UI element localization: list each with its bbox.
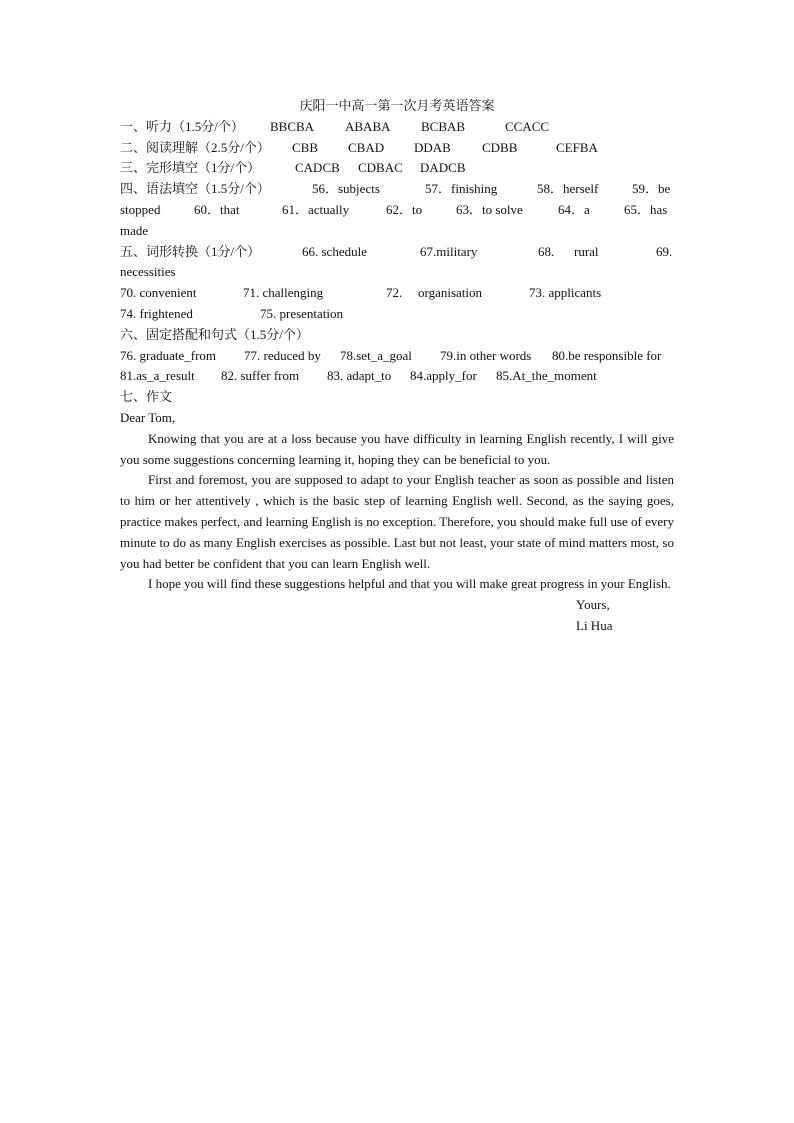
answer-group: BCBAB <box>421 118 466 134</box>
word-form-section-line3 <box>120 283 674 304</box>
answer-item: 56．subjects <box>312 181 380 197</box>
answer-number: 72. <box>386 285 403 301</box>
answer-group: ABABA <box>345 118 391 134</box>
answer-group: CDBB <box>482 139 518 155</box>
answer-item: 71. challenging <box>243 285 324 301</box>
answer-item: 82. suffer from <box>221 368 300 384</box>
letter-paragraph: I hope you will find these suggestions helpful and that you will make great progress in your English. <box>148 576 671 592</box>
section-label: 六、固定搭配和句式（1.5分/个） <box>120 326 309 342</box>
section-label: 二、阅读理解（2.5分/个） <box>120 139 270 155</box>
answer-item: 67.military <box>420 243 478 259</box>
grammar-section-line3 <box>120 221 674 242</box>
answer-item: 81.as_a_result <box>120 368 195 384</box>
letter-paragraph: First and foremost, you are supposed to adapt to your English teacher as soon as possible and listen to him or her attentively , which is the basic step of learning English well. Second, as the saying goes, practice makes perfect, and learning English is no exception. Therefore, you should make full use of every minute to do as many English exercises as possible. Last but not least, your state of mind matters most, so you had better be confident that you can learn English well. <box>120 472 674 571</box>
answer-item: 84.apply_for <box>410 368 477 384</box>
answer-group: CEFBA <box>556 139 598 155</box>
word-form-section-line2 <box>120 262 674 283</box>
answer-item: 80.be responsible for <box>552 347 662 363</box>
writing-section-label: 七、作文 <box>120 389 173 405</box>
phrases-section-line2 <box>120 366 674 387</box>
reading-section <box>120 138 674 159</box>
section-label: 四、语法填空（1.5分/个） <box>120 181 270 197</box>
answer-item: 70. convenient <box>120 285 197 301</box>
grammar-section <box>120 179 674 200</box>
section-label: 三、完形填空（1分/个） <box>120 160 261 176</box>
answer-group: CDBAC <box>358 160 403 176</box>
answer-item: necessities <box>120 264 176 280</box>
grammar-section-line2 <box>120 200 674 221</box>
phrases-section-label <box>120 325 674 346</box>
answer-item: 61．actually <box>282 201 350 217</box>
answer-group: CBAD <box>348 139 385 155</box>
answer-item: 63．to solve <box>456 201 523 217</box>
letter-paragraph: Knowing that you are at a loss because you have difficulty in learning English recently, I will give you some suggestions concerning learning it, hoping they can be beneficial to you. <box>120 430 674 467</box>
letter-salutation: Dear Tom, <box>120 409 176 425</box>
answer-number: 69. <box>656 243 673 259</box>
answer-item: 77. reduced by <box>244 347 321 363</box>
answer-item: 58．herself <box>537 181 599 197</box>
page-title: 庆阳一中高一第一次月考英语答案 <box>299 98 495 113</box>
answer-group: DDAB <box>414 139 451 155</box>
answer-item: 75. presentation <box>260 305 344 321</box>
answer-item: 65．has <box>624 201 668 217</box>
document-body <box>120 96 674 637</box>
answer-item: 78.set_a_goal <box>340 347 412 363</box>
section-label: 五、词形转换（1分/个） <box>120 243 261 259</box>
answer-item: 73. applicants <box>529 285 602 301</box>
answer-item: 85.At_the_moment <box>496 368 597 384</box>
answer-group: BBCBA <box>270 118 315 134</box>
word-form-section-line4 <box>120 304 674 325</box>
answer-item: 83. adapt_to <box>327 368 392 384</box>
answer-item: 57．finishing <box>425 181 498 197</box>
letter-closing: Yours, <box>576 597 610 613</box>
answer-group: DADCB <box>420 160 466 176</box>
answer-group: CADCB <box>295 160 340 176</box>
section-label: 一、听力（1.5分/个） <box>120 118 244 134</box>
answer-group: CBB <box>292 139 319 155</box>
listening-section <box>120 117 674 138</box>
answer-item: 66. schedule <box>302 243 367 259</box>
answer-item: 74. frightened <box>120 305 193 321</box>
answer-item: 62．to <box>386 201 423 217</box>
answer-item: organisation <box>418 285 483 301</box>
answer-item: stopped <box>120 201 161 217</box>
answer-number: 68. <box>538 243 555 259</box>
answer-item: 76. graduate_from <box>120 347 217 363</box>
answer-item: made <box>120 222 149 238</box>
answer-item: 79.in other words <box>440 347 532 363</box>
answer-item: 60．that <box>194 201 240 217</box>
cloze-section <box>120 158 674 179</box>
answer-item: 64．a <box>558 201 590 217</box>
answer-group: CCACC <box>505 118 550 134</box>
letter-signature: Li Hua <box>576 617 613 633</box>
answer-item: 59．be <box>632 181 671 197</box>
answer-item: rural <box>574 243 599 259</box>
word-form-section <box>120 242 674 263</box>
phrases-section-line1 <box>120 346 674 367</box>
